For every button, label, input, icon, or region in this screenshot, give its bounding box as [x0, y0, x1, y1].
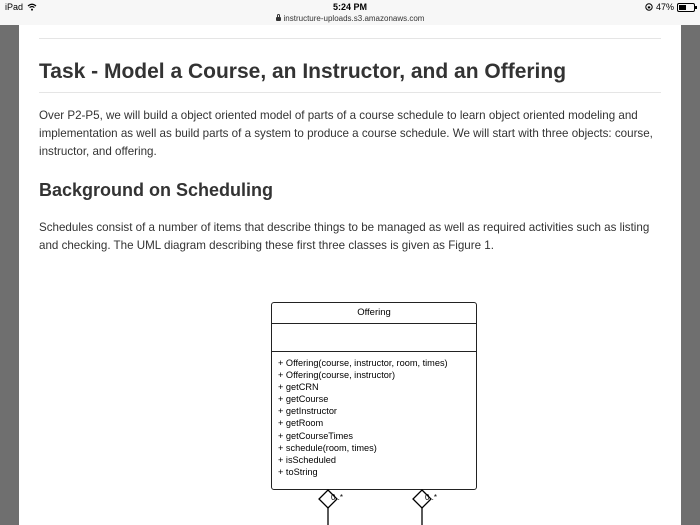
uml-method: + getInstructor	[278, 406, 337, 417]
uml-method: + getCRN	[278, 382, 319, 393]
intro-paragraph: Over P2-P5, we will build a object oriented model of parts of a course schedule to learn object oriented modeling and implementation as well as build parts of a system to produce a course schedule. We will start with three objects: course, instructor, and offering.	[39, 109, 653, 158]
status-time: 5:24 PM	[332, 2, 367, 12]
left-gutter	[0, 25, 19, 525]
uml-method: + Offering(course, instructor, room, times)	[278, 358, 448, 368]
address-bar[interactable]	[0, 14, 700, 23]
uml-connectors	[19, 25, 681, 525]
right-gutter	[681, 25, 700, 525]
page-content	[19, 25, 681, 525]
uml-method: + toString	[278, 466, 318, 477]
uml-method: + schedule(room, times)	[278, 442, 377, 453]
battery-icon	[677, 3, 695, 12]
uml-class-name: Offering	[272, 303, 476, 324]
uml-method: + isScheduled	[278, 454, 336, 465]
device-label: iPad	[5, 2, 24, 12]
status-bar	[0, 0, 700, 25]
battery-percent: 47%	[655, 2, 674, 12]
battery-fill	[679, 5, 686, 10]
section-heading: Background on Scheduling	[39, 180, 274, 200]
rotation-lock-icon	[645, 3, 653, 11]
section-paragraph: Schedules consist of a number of items that describe things to be managed as well as required activities such as listing and checking. The UML diagram describing these first three classes is given as Figure 1.	[39, 221, 650, 252]
uml-method: + getRoom	[278, 418, 324, 429]
page-title: Task - Model a Course, an Instructor, and an Offering	[39, 60, 567, 83]
uml-method: + getCourseTimes	[278, 430, 353, 441]
lock-icon	[276, 17, 281, 21]
status-right	[645, 2, 695, 12]
multiplicity-left: 0..*	[331, 493, 344, 502]
multiplicity-right: 0..*	[425, 493, 438, 502]
url-text: instructure-uploads.s3.amazonaws.com	[283, 14, 425, 23]
uml-method: + Offering(course, instructor)	[278, 370, 396, 381]
uml-method: + getCourse	[278, 394, 329, 405]
